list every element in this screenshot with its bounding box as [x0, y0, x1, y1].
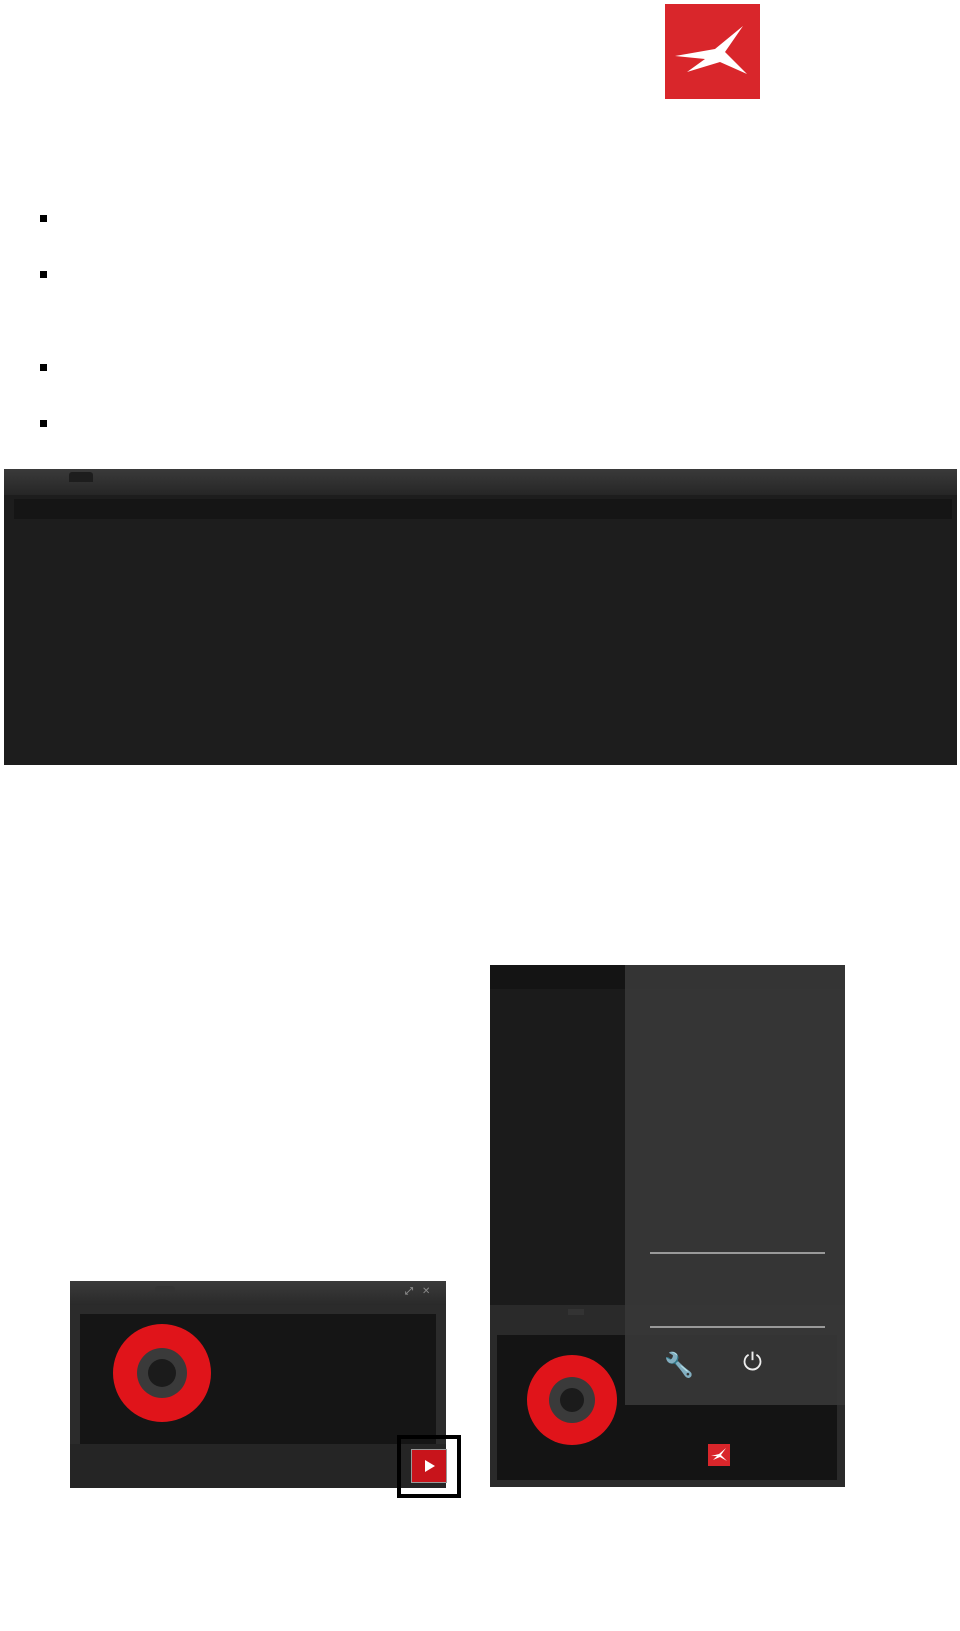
portfolio-content	[80, 1314, 436, 1444]
portfolio-panel-screenshot	[70, 1281, 446, 1488]
xtb-x-icon	[665, 4, 760, 99]
view-toggle-menu	[625, 965, 845, 1405]
wrench-icon: 🔧	[664, 1352, 694, 1379]
menu-separator	[650, 1252, 825, 1254]
highlight-frame	[397, 1435, 461, 1498]
xtb-mini-logo	[708, 1440, 780, 1470]
power-icon: ⏻	[743, 1349, 762, 1376]
close-icon[interactable]: ✕	[422, 1286, 431, 1297]
calendar-tabbar	[4, 469, 957, 495]
donut-center	[560, 1388, 584, 1412]
tab-kalendarz[interactable]	[69, 472, 93, 482]
logo-mark	[665, 4, 760, 99]
tab-margin-level[interactable]	[568, 1309, 584, 1315]
portfolio-tabbar	[70, 1281, 446, 1305]
bullet-marker	[40, 420, 47, 427]
xtb-x-icon	[708, 1444, 730, 1466]
bullet-marker	[40, 271, 47, 278]
play-icon	[412, 1450, 446, 1482]
portfolio-footer	[70, 1444, 446, 1488]
tab-margin-level[interactable]	[155, 1286, 175, 1292]
view-menu-button[interactable]	[411, 1449, 447, 1483]
view-menu-screenshot	[490, 965, 845, 1487]
calendar-header-row	[14, 499, 952, 519]
bullet-marker	[40, 364, 47, 371]
bullet-marker	[40, 215, 47, 222]
calendar-screenshot	[4, 469, 957, 765]
detach-icon[interactable]: ⤢	[405, 1286, 413, 1297]
menu-separator	[650, 1326, 825, 1328]
donut-center	[148, 1359, 176, 1387]
